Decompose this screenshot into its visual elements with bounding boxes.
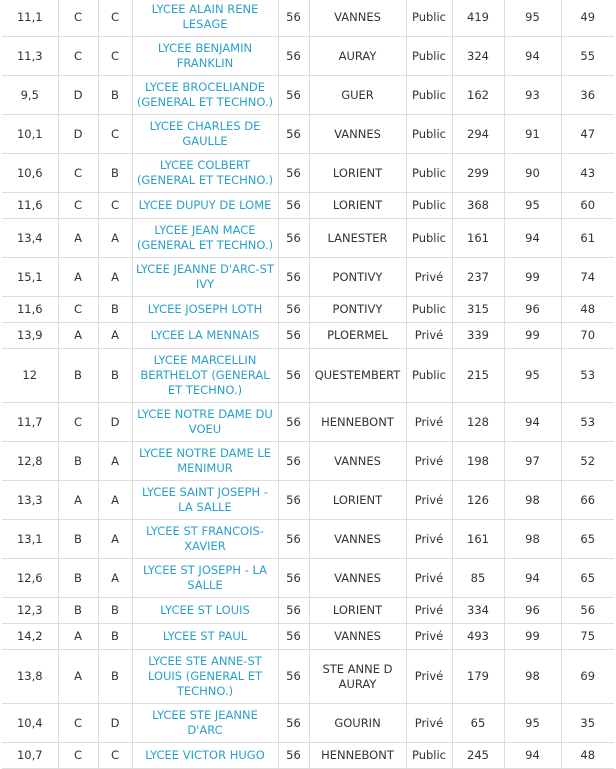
lycee-name-link[interactable]: LYCEE ST PAUL [162,629,248,643]
success-rate-cell: 95 [504,0,561,37]
sector-cell: Public [406,154,452,193]
city-cell: VANNES [309,0,406,37]
city-cell: HENNEBONT [309,403,406,442]
sector-cell: Privé [406,442,452,481]
grade-a-cell: C [58,37,98,76]
sector-cell: Public [406,76,452,115]
sector-cell: Public [406,297,452,323]
city-cell: LORIENT [309,598,406,624]
note-cell: 12 [2,349,58,403]
lycee-name-link[interactable]: LYCEE BENJAMIN FRANKLIN [157,41,253,70]
grade-b-cell: B [98,76,132,115]
grade-b-cell: A [98,520,132,559]
mention-rate-cell: 61 [561,219,614,258]
sector-cell: Public [406,37,452,76]
grade-a-cell: B [58,349,98,403]
mention-rate-cell: 65 [561,520,614,559]
candidates-cell: 65 [452,704,504,743]
city-cell: VANNES [309,442,406,481]
sector-cell: Privé [406,481,452,520]
grade-b-cell: D [98,704,132,743]
candidates-cell: 161 [452,520,504,559]
lycee-name-cell [132,559,278,598]
lycee-name-link[interactable]: LYCEE NOTRE DAME DU VOEU [137,407,273,436]
city-cell: GOURIN [309,704,406,743]
table-row [2,297,614,323]
success-rate-cell: 98 [504,520,561,559]
success-rate-cell: 95 [504,704,561,743]
lycee-name-cell [132,76,278,115]
lycee-name-cell [132,442,278,481]
lycee-name-link[interactable]: LYCEE ST FRANCOIS-XAVIER [145,524,264,553]
city-cell: PONTIVY [309,297,406,323]
candidates-cell: 368 [452,193,504,219]
note-cell: 13,8 [2,650,58,704]
table-row [2,704,614,743]
mention-rate-cell: 47 [561,115,614,154]
city-cell: QUESTEMBERT [309,349,406,403]
table-row [2,650,614,704]
note-cell: 13,1 [2,520,58,559]
candidates-cell: 299 [452,154,504,193]
candidates-cell: 198 [452,442,504,481]
mention-rate-cell: 53 [561,349,614,403]
table-row [2,258,614,297]
mention-rate-cell: 74 [561,258,614,297]
grade-b-cell: C [98,37,132,76]
city-cell: PLOERMEL [309,323,406,349]
grade-b-cell: A [98,258,132,297]
mention-rate-cell: 53 [561,403,614,442]
note-cell: 12,6 [2,559,58,598]
table-row [2,403,614,442]
candidates-cell: 315 [452,297,504,323]
candidates-cell: 294 [452,115,504,154]
success-rate-cell: 98 [504,650,561,704]
grade-a-cell: C [58,193,98,219]
mention-rate-cell: 43 [561,154,614,193]
lycee-name-link[interactable]: LYCEE ST JOSEPH - LA SALLE [142,563,268,592]
grade-a-cell: A [58,481,98,520]
lycee-name-link[interactable]: LYCEE ALAIN RENE LESAGE [151,2,259,31]
mention-rate-cell: 65 [561,559,614,598]
grade-b-cell: C [98,743,132,769]
lycee-name-cell [132,154,278,193]
grade-b-cell: B [98,624,132,650]
sector-cell: Privé [406,520,452,559]
grade-a-cell: D [58,115,98,154]
lycee-name-link[interactable]: LYCEE ST LOUIS [160,603,250,617]
lycee-name-cell [132,481,278,520]
lycee-name-cell [132,403,278,442]
grade-b-cell: D [98,403,132,442]
city-cell: STE ANNE D AURAY [309,650,406,704]
sector-cell: Privé [406,624,452,650]
grade-b-cell: B [98,598,132,624]
candidates-cell: 179 [452,650,504,704]
note-cell: 11,7 [2,403,58,442]
success-rate-cell: 91 [504,115,561,154]
candidates-cell: 126 [452,481,504,520]
sector-cell: Public [406,115,452,154]
sector-cell: Privé [406,650,452,704]
note-cell: 10,1 [2,115,58,154]
city-cell: VANNES [309,115,406,154]
grade-a-cell: C [58,0,98,37]
note-cell: 9,5 [2,76,58,115]
lycee-name-cell [132,743,278,769]
grade-b-cell: A [98,442,132,481]
success-rate-cell: 90 [504,154,561,193]
note-cell: 13,3 [2,481,58,520]
city-cell: VANNES [309,559,406,598]
table-body [2,0,614,769]
grade-a-cell: C [58,297,98,323]
department-cell: 56 [278,481,309,520]
lycee-name-link[interactable]: LYCEE MARCELLIN BERTHELOT (GENERAL ET TECHNO.) [140,353,270,397]
lycee-name-link[interactable]: LYCEE CHARLES DE GAULLE [149,119,261,148]
sector-cell: Privé [406,258,452,297]
success-rate-cell: 94 [504,559,561,598]
grade-a-cell: C [58,403,98,442]
lycee-name-link[interactable]: LYCEE JEAN MACE (GENERAL ET TECHNO.) [136,223,274,252]
success-rate-cell: 99 [504,258,561,297]
department-cell: 56 [278,37,309,76]
department-cell: 56 [278,704,309,743]
note-cell: 11,6 [2,297,58,323]
city-cell: LORIENT [309,481,406,520]
grade-a-cell: B [58,442,98,481]
department-cell: 56 [278,76,309,115]
sector-cell: Privé [406,598,452,624]
table-row [2,0,614,37]
note-cell: 10,4 [2,704,58,743]
city-cell: VANNES [309,624,406,650]
note-cell: 10,6 [2,154,58,193]
grade-b-cell: C [98,115,132,154]
department-cell: 56 [278,193,309,219]
note-cell: 14,2 [2,624,58,650]
lycee-name-cell [132,704,278,743]
sector-cell: Privé [406,323,452,349]
department-cell: 56 [278,154,309,193]
table-row [2,219,614,258]
table-row [2,76,614,115]
mention-rate-cell: 55 [561,37,614,76]
success-rate-cell: 94 [504,219,561,258]
department-cell: 56 [278,442,309,481]
sector-cell: Privé [406,704,452,743]
department-cell: 56 [278,624,309,650]
department-cell: 56 [278,403,309,442]
mention-rate-cell: 36 [561,76,614,115]
lycee-name-cell [132,193,278,219]
table-row [2,520,614,559]
sector-cell: Public [406,743,452,769]
success-rate-cell: 94 [504,37,561,76]
note-cell: 11,1 [2,0,58,37]
table-row [2,349,614,403]
table-row [2,481,614,520]
lycee-name-cell [132,37,278,76]
note-cell: 15,1 [2,258,58,297]
lycee-name-cell [132,349,278,403]
sector-cell: Public [406,349,452,403]
candidates-cell: 215 [452,349,504,403]
lycee-ranking-table [2,0,614,769]
lycee-name-cell [132,323,278,349]
grade-a-cell: C [58,704,98,743]
grade-b-cell: C [98,0,132,37]
table-row [2,115,614,154]
success-rate-cell: 98 [504,481,561,520]
success-rate-cell: 99 [504,624,561,650]
grade-b-cell: B [98,297,132,323]
candidates-cell: 324 [452,37,504,76]
table-row [2,598,614,624]
lycee-name-link[interactable]: LYCEE VICTOR HUGO [145,748,265,762]
table-row [2,154,614,193]
lycee-name-link[interactable]: LYCEE NOTRE DAME LE MENIMUR [138,446,272,475]
mention-rate-cell: 69 [561,650,614,704]
lycee-name-link[interactable]: LYCEE JOSEPH LOTH [147,302,263,316]
lycee-name-cell [132,650,278,704]
lycee-name-link[interactable]: LYCEE DUPUY DE LOME [138,198,272,212]
lycee-name-cell [132,258,278,297]
city-cell: HENNEBONT [309,743,406,769]
mention-rate-cell: 49 [561,0,614,37]
lycee-name-cell [132,0,278,37]
department-cell: 56 [278,115,309,154]
note-cell: 12,8 [2,442,58,481]
note-cell: 10,7 [2,743,58,769]
department-cell: 56 [278,559,309,598]
grade-a-cell: A [58,624,98,650]
candidates-cell: 339 [452,323,504,349]
mention-rate-cell: 48 [561,297,614,323]
success-rate-cell: 94 [504,403,561,442]
mention-rate-cell: 70 [561,323,614,349]
lycee-name-link[interactable]: LYCEE SAINT JOSEPH - LA SALLE [142,485,268,514]
lycee-name-cell [132,115,278,154]
grade-a-cell: B [58,598,98,624]
department-cell: 56 [278,598,309,624]
grade-b-cell: A [98,219,132,258]
sector-cell: Privé [406,559,452,598]
grade-a-cell: A [58,258,98,297]
success-rate-cell: 96 [504,297,561,323]
grade-a-cell: A [58,219,98,258]
success-rate-cell: 99 [504,323,561,349]
table-row [2,559,614,598]
mention-rate-cell: 35 [561,704,614,743]
grade-a-cell: A [58,323,98,349]
mention-rate-cell: 48 [561,743,614,769]
sector-cell: Privé [406,403,452,442]
department-cell: 56 [278,650,309,704]
grade-b-cell: B [98,349,132,403]
note-cell: 12,3 [2,598,58,624]
mention-rate-cell: 56 [561,598,614,624]
city-cell: GUER [309,76,406,115]
success-rate-cell: 94 [504,743,561,769]
mention-rate-cell: 60 [561,193,614,219]
table-row [2,193,614,219]
lycee-name-cell [132,624,278,650]
note-cell: 11,3 [2,37,58,76]
candidates-cell: 419 [452,0,504,37]
sector-cell: Public [406,0,452,37]
candidates-cell: 162 [452,76,504,115]
lycee-name-link[interactable]: LYCEE LA MENNAIS [150,328,260,342]
table-row [2,743,614,769]
sector-cell: Public [406,219,452,258]
department-cell: 56 [278,520,309,559]
lycee-name-link[interactable]: LYCEE STE JEANNE D'ARC [152,708,258,737]
city-cell: VANNES [309,520,406,559]
lycee-name-link[interactable]: LYCEE COLBERT (GENERAL ET TECHNO.) [136,158,274,187]
candidates-cell: 128 [452,403,504,442]
note-cell: 13,9 [2,323,58,349]
lycee-name-link[interactable]: LYCEE STE ANNE-ST LOUIS (GENERAL ET TECHNO.) [147,654,263,698]
mention-rate-cell: 75 [561,624,614,650]
candidates-cell: 161 [452,219,504,258]
candidates-cell: 237 [452,258,504,297]
candidates-cell: 85 [452,559,504,598]
mention-rate-cell: 52 [561,442,614,481]
success-rate-cell: 96 [504,598,561,624]
lycee-name-link[interactable]: LYCEE JEANNE D'ARC-ST IVY [136,262,274,291]
sector-cell: Public [406,193,452,219]
note-cell: 13,4 [2,219,58,258]
city-cell: LANESTER [309,219,406,258]
grade-a-cell: C [58,743,98,769]
success-rate-cell: 97 [504,442,561,481]
grade-a-cell: A [58,650,98,704]
success-rate-cell: 93 [504,76,561,115]
lycee-name-cell [132,520,278,559]
candidates-cell: 334 [452,598,504,624]
table-row [2,442,614,481]
success-rate-cell: 95 [504,193,561,219]
table-row [2,323,614,349]
department-cell: 56 [278,219,309,258]
table-row [2,37,614,76]
grade-b-cell: C [98,193,132,219]
city-cell: PONTIVY [309,258,406,297]
department-cell: 56 [278,258,309,297]
grade-b-cell: B [98,650,132,704]
city-cell: AURAY [309,37,406,76]
candidates-cell: 245 [452,743,504,769]
lycee-name-cell [132,297,278,323]
grade-b-cell: A [98,481,132,520]
grade-b-cell: A [98,559,132,598]
department-cell: 56 [278,743,309,769]
grade-a-cell: B [58,520,98,559]
note-cell: 11,6 [2,193,58,219]
candidates-cell: 493 [452,624,504,650]
lycee-name-link[interactable]: LYCEE BROCELIANDE (GENERAL ET TECHNO.) [136,80,274,109]
grade-a-cell: D [58,76,98,115]
department-cell: 56 [278,349,309,403]
grade-b-cell: A [98,323,132,349]
department-cell: 56 [278,323,309,349]
grade-a-cell: B [58,559,98,598]
department-cell: 56 [278,297,309,323]
department-cell: 56 [278,0,309,37]
grade-b-cell: B [98,154,132,193]
city-cell: LORIENT [309,154,406,193]
table-row [2,624,614,650]
mention-rate-cell: 66 [561,481,614,520]
grade-a-cell: C [58,154,98,193]
lycee-name-cell [132,219,278,258]
success-rate-cell: 95 [504,349,561,403]
lycee-name-cell [132,598,278,624]
city-cell: LORIENT [309,193,406,219]
